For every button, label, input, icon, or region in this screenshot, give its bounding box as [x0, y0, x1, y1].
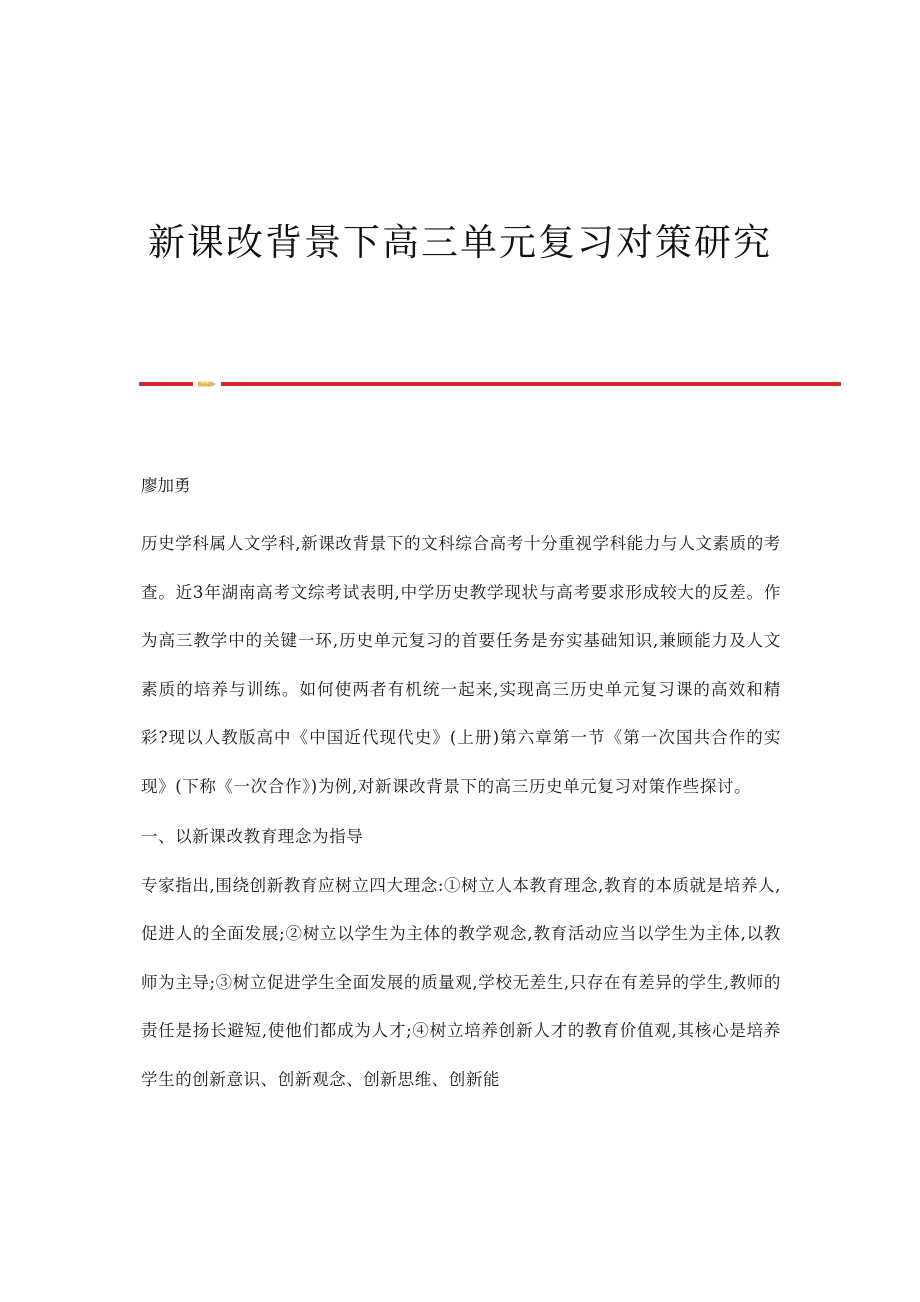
- pencil-icon: [198, 381, 216, 387]
- title-divider: [139, 380, 841, 388]
- divider-bar-left: [139, 382, 193, 386]
- divider-bar-right: [221, 382, 841, 386]
- section-paragraph: 专家指出,围绕创新教育应树立四大理念:①树立人本教育理念,教育的本质就是培养人,促进人的全面发展;②树立以学生为主体的教学观念,教育活动应当以学生为主体,以教师为主导;③树立促进学生全面发展的质量观,学校无差生,只存在有差异的学生,教师的责任是扬长避短,使他们都成为人才;④树立培养创新人才的教育价值观,其核心是培养学生的创新意识、创新观念、创新思维、创新能: [141, 875, 781, 1089]
- document-title: 新课改背景下高三单元复习对策研究: [148, 221, 772, 264]
- section-heading: 一、以新课改教育理念为指导: [141, 827, 364, 846]
- intro-paragraph: 历史学科属人文学科,新课改背景下的文科综合高考十分重视学科能力与人文素质的考查。近3年湖南高考文综考试表明,中学历史教学现状与高考要求形成较大的反差。作为高三教学中的关键一环,历史单元复习的首要任务是夯实基础知识,兼顾能力及人文素质的培养与训练。如何使两者有机统一起来,实现高三历史单元复习课的高效和精彩?现以人教版高中《中国近代现代史》(上册)第六章第一节《第一次国共合作的实现》(下称《一次合作》)为例,对新课改背景下的高三历史单元复习对策作些探讨。: [141, 534, 781, 796]
- author-name: 廖加勇: [141, 476, 191, 495]
- document-body: [141, 470, 781, 1106]
